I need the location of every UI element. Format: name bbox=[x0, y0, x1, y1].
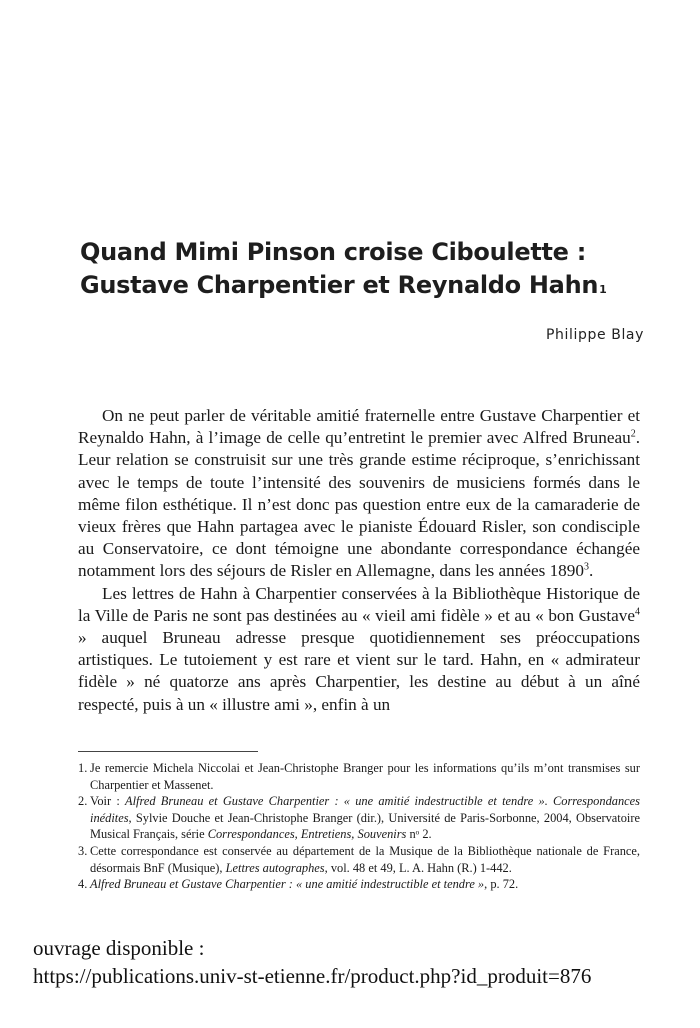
footnote-3 bbox=[78, 843, 640, 876]
paragraph-2-text-a: Les lettres de Hahn à Charpentier conservées à la Bibliothèque Historique de la Ville de Paris ne sont pas destinées au « vieil ami fidèle » et au « bon Gustave bbox=[78, 583, 640, 625]
footnote-3-text-b: , vol. 48 et 49, L. A. Hahn (R.) 1-442. bbox=[324, 860, 512, 875]
chapter-title-line-2 bbox=[80, 269, 640, 302]
paragraph-1-text-c: . bbox=[588, 561, 594, 581]
footnote-number: 4. bbox=[78, 877, 88, 892]
footnote-ref-2: 2 bbox=[630, 428, 636, 440]
footnote-3-italic-title: Lettres autographes bbox=[225, 860, 325, 875]
publisher-link[interactable]: https://publications.univ-st-etienne.fr/product.php?id_produit=876 bbox=[33, 964, 592, 988]
footnote-ref-4: 4 bbox=[635, 606, 640, 618]
footnote-number: 2. bbox=[78, 794, 88, 809]
paragraph-1-text-b: . Leur relation se construisit sur une très grande estime réciproque, s’enrichissant avec le temps de toute l’intensité des souvenirs de musiciens formés dans le même filon esthétique. Il n’est donc pas question entre eux de la camaraderie de vieux frères que Hahn partagea avec le pianiste Édouard Risler, son condisciple au Conservatoire, ce dont témoigne une abondante correspondance échangée notamment lors des séjours de Risler en Allemagne, dans les années 1890 bbox=[78, 428, 640, 581]
footnote-1-text: Je remercie Michela Niccolai et Jean-Christophe Branger pour les informations qu’ils m’ont transmises sur Charpentier et Massenet. bbox=[90, 761, 640, 792]
footnote-3-text-a: Cette correspondance est conservée au département de la Musique de la Bibliothèque nationale de France, désormais BnF (Musique), bbox=[90, 843, 640, 875]
paragraph-1 bbox=[78, 405, 640, 583]
footnote-text bbox=[90, 876, 640, 893]
footnote-ref-3: 3 bbox=[583, 561, 589, 573]
footnote-2-text-c: nᵒ 2. bbox=[406, 827, 432, 842]
availability-link-wrap bbox=[33, 962, 591, 990]
footnotes bbox=[78, 760, 640, 893]
footnote-1 bbox=[78, 760, 640, 793]
footnote-4-italic-title: Alfred Bruneau et Gustave Charpentier : « une amitié indestructible et tendre » bbox=[90, 877, 485, 892]
footnote-2 bbox=[78, 793, 640, 843]
footnote-text bbox=[90, 793, 640, 843]
author-name: Philippe Blay bbox=[546, 327, 644, 343]
chapter-title-line-2-text: Gustave Charpentier et Reynaldo Hahn bbox=[80, 271, 599, 299]
footnote-4 bbox=[78, 876, 640, 893]
footnote-text bbox=[90, 760, 640, 793]
paragraph-2 bbox=[78, 583, 640, 716]
footnote-number: 1. bbox=[78, 761, 88, 775]
chapter-title-line-1: Quand Mimi Pinson croise Ciboulette : bbox=[80, 238, 586, 266]
footnote-2-text-a: Voir : bbox=[90, 794, 126, 809]
availability-notice bbox=[33, 934, 591, 990]
footnote-number: 3. bbox=[78, 843, 88, 858]
chapter-title bbox=[80, 236, 640, 302]
title-footnote-ref: 1 bbox=[599, 283, 607, 296]
body-text bbox=[78, 405, 640, 716]
footnote-2-italic-series: Correspondances, Entretiens, Souvenirs bbox=[207, 827, 407, 842]
footnote-2-italic-title: Alfred Bruneau et Gustave Charpentier : « une amitié indestructible et tendre ». Correspondances inédites bbox=[90, 794, 640, 825]
footnote-divider bbox=[78, 751, 258, 752]
paragraph-1-text-a: On ne peut parler de véritable amitié fraternelle entre Gustave Charpentier et Reynaldo Hahn, à l’image de celle qu’entretint le premier avec Alfred Bruneau bbox=[78, 406, 640, 448]
paragraph-2-text-b: » auquel Bruneau adresse presque quotidiennement ses préoccupations artistiques. Le tutoiement y est rare et vient sur le tard. Hahn, en « admirateur fidèle » né quatorze ans après Charpentier, les destine au début à un aîné respecté, puis à un « illustre ami », enfin à un bbox=[78, 628, 640, 714]
footnote-2-text-b: , Sylvie Douche et Jean-Christophe Branger (dir.), Université de Paris-Sorbonne, 2004, Observatoire Musical Français, série bbox=[90, 810, 640, 842]
footnote-4-text-b: , p. 72. bbox=[484, 877, 519, 892]
footnote-text bbox=[90, 843, 640, 876]
availability-label: ouvrage disponible : bbox=[33, 936, 205, 960]
